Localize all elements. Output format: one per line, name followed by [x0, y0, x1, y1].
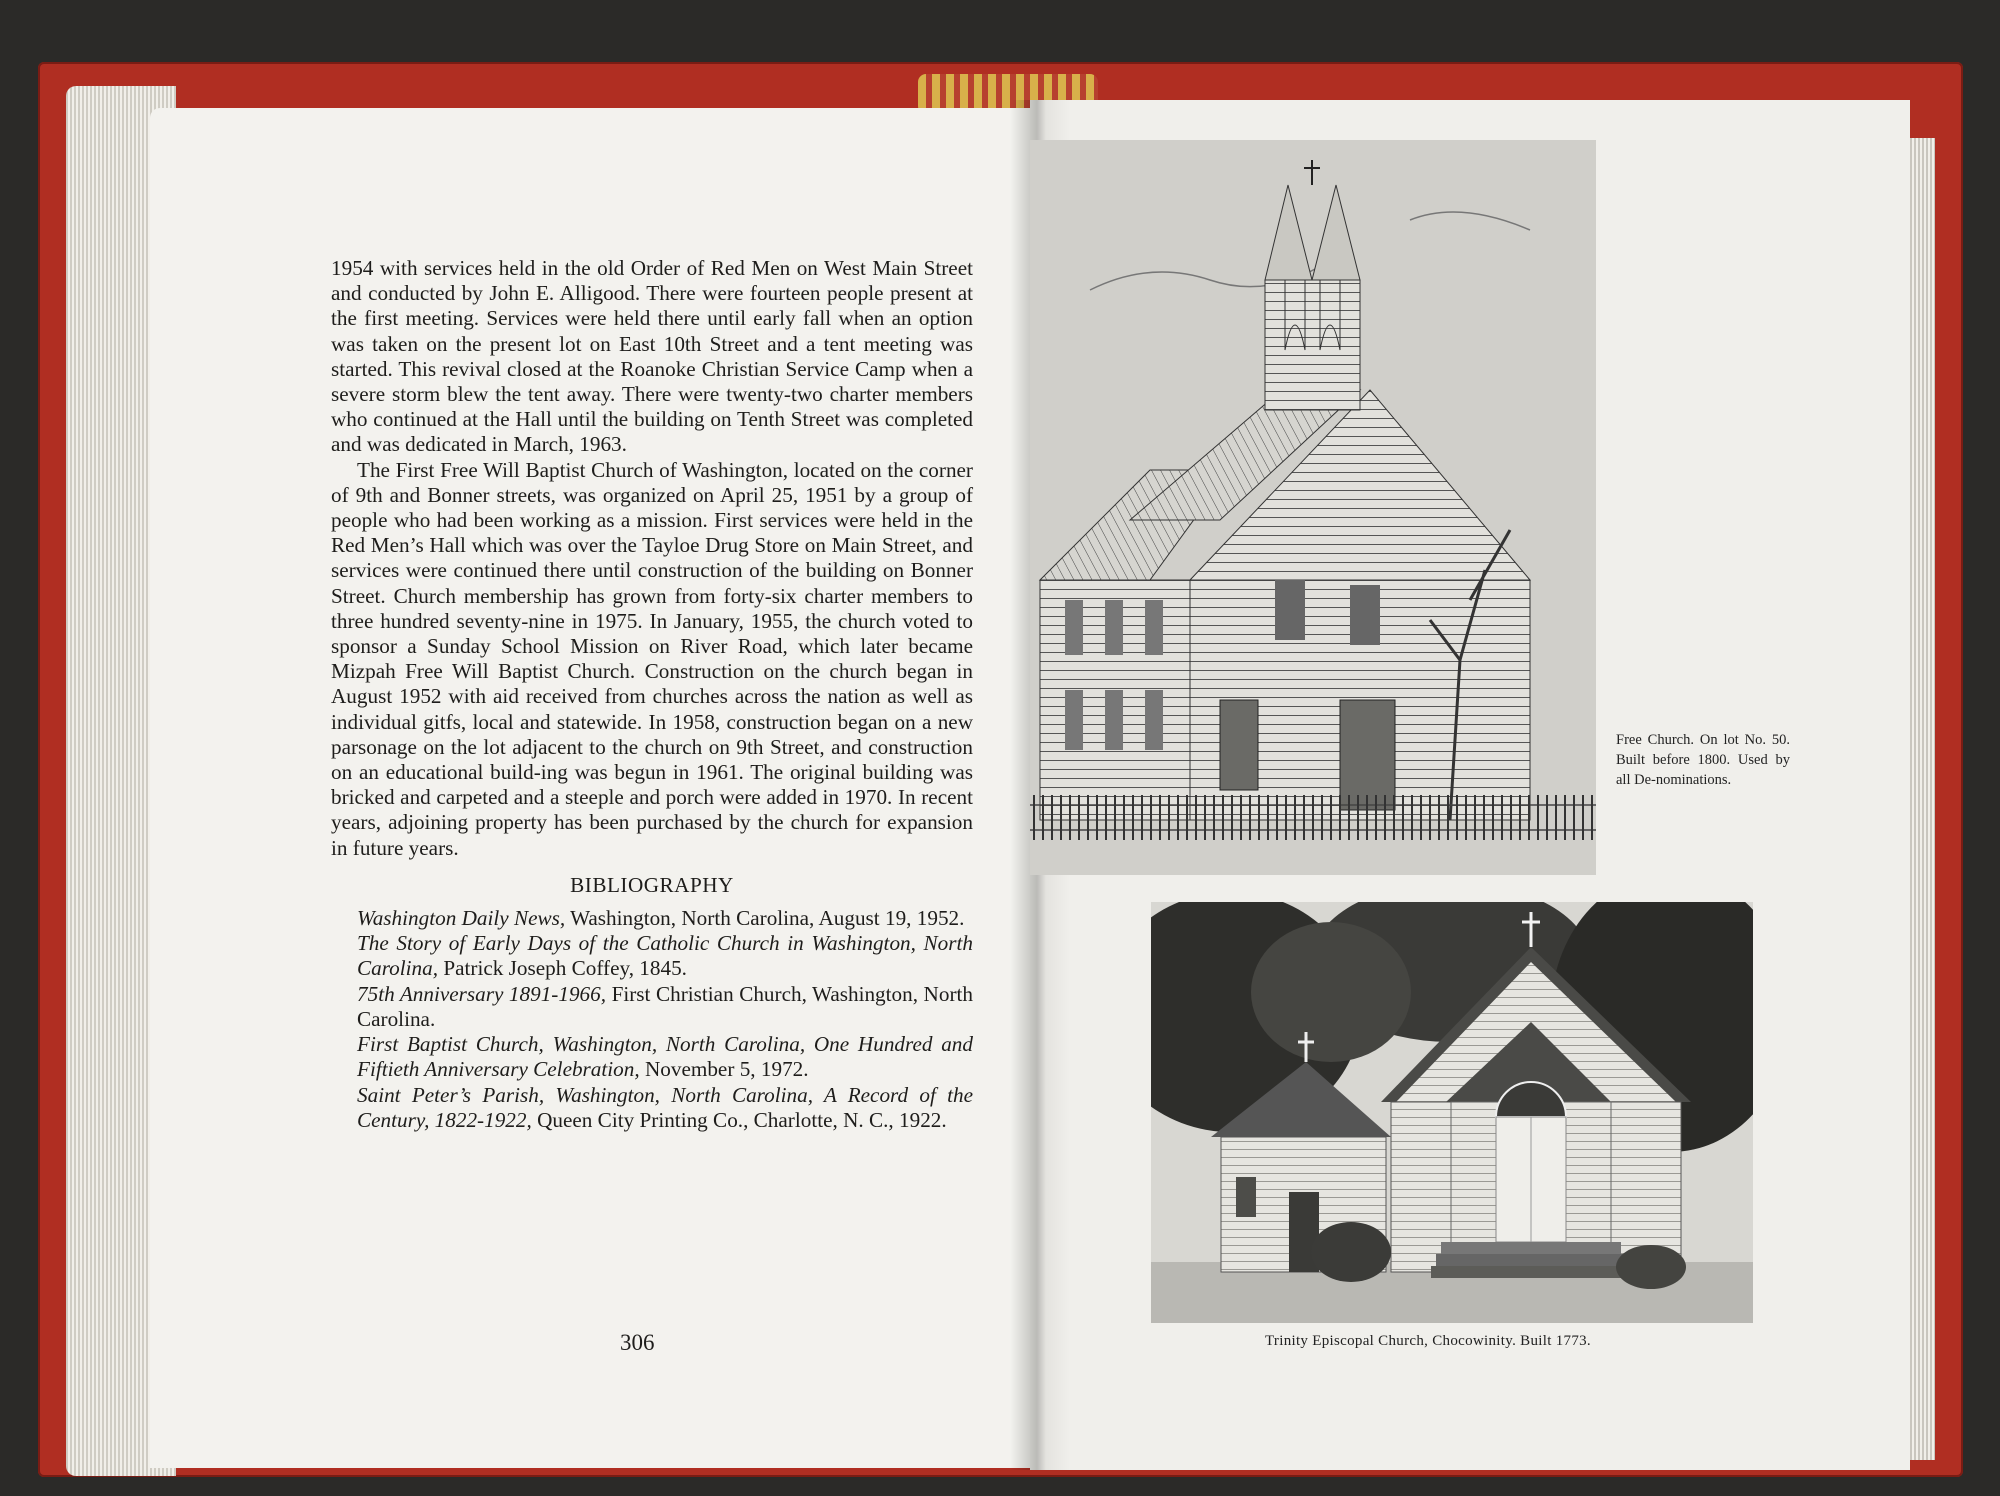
- church-sketch-illustration: [1030, 140, 1596, 875]
- left-page-text: [331, 256, 973, 1133]
- bibliography-entry: Saint Peter’s Parish, Washington, North Carolina, A Record of the Century, 1822-1922, Queen City Printing Co., Charlotte, N. C., 1922.: [357, 1082, 973, 1132]
- bibliography-entry: First Baptist Church, Washington, North Carolina, One Hundred and Fiftieth Anniversary Celebration, November 5, 1972.: [357, 1032, 973, 1082]
- paragraph: The First Free Will Baptist Church of Washington, located on the corner of 9th and Bonner streets, was organized on April 25, 1951 by a group of people who had been working as a mission. First services were held in the Red Men’s Hall which was over the Tayloe Drug Store on Main Street, and services were continued there until construction of the building on Bonner Street. Church membership has grown from forty-six charter members to three hundred seventy-nine in 1975. In January, 1955, the church voted to sponsor a Sunday School Mission on River Road, which later became Mizpah Free Will Baptist Church. Construction on the church began in August 1952 with aid received from churches across the nation as well as individual gitfs, local and statewide. In 1958, construction began on a new parsonage on the lot adjacent to the church on 9th Street, and construction on an educational build-ing was begun in 1961. The original building was bricked and carpeted and a steeple and porch were added in 1970. In recent years, adjoining property has been purchased by the church for expansion in future years.: [331, 457, 973, 860]
- bibliography-entry: The Story of Early Days of the Catholic Church in Washington, North Carolina, Patrick Joseph Coffey, 1845.: [357, 931, 973, 981]
- page-number: 306: [620, 1330, 655, 1355]
- church-photograph: [1151, 902, 1753, 1323]
- photo-caption: Trinity Episcopal Church, Chocowinity. Built 1773.: [1265, 1333, 1591, 1349]
- paragraph: 1954 with services held in the old Order of Red Men on West Main Street and conducted by John E. Alligood. There were fourteen people present at the first meeting. Services were held there until early fall when an option was taken on the present lot on East 10th Street and a tent meeting was started. This revival closed at the Roanoke Christian Service Camp when a severe storm blew the tent away. There were twenty-two charter members who continued at the Hall until the building on Tenth Street was completed and was dedicated in March, 1963.: [331, 256, 973, 457]
- bibliography-heading: BIBLIOGRAPHY: [570, 872, 734, 897]
- illustration-caption: Free Church. On lot No. 50. Built before 1800. Used by all De-nominations.: [1616, 732, 1790, 788]
- bibliography-entry: Washington Daily News, Washington, North Carolina, August 19, 1952.: [357, 906, 965, 931]
- bibliography-entry: 75th Anniversary 1891-1966, First Christian Church, Washington, North Carolina.: [357, 981, 973, 1031]
